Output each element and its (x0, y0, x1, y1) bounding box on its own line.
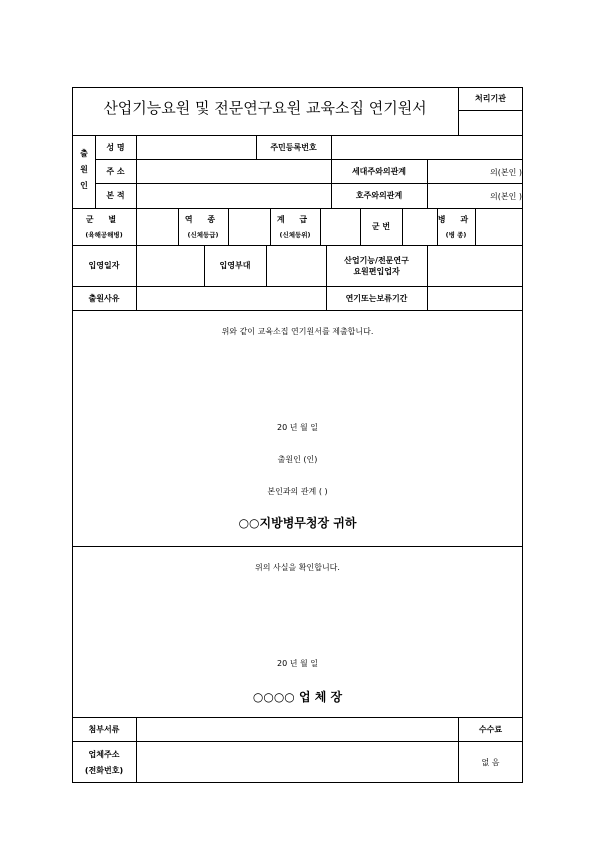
service-type-field[interactable] (229, 209, 269, 244)
applicant-group-label: 출 원 인 (80, 149, 88, 190)
company-address-field[interactable] (137, 742, 457, 782)
addressee: ○○지방병무청장 귀하 (238, 516, 357, 530)
enlistment-unit-field[interactable] (267, 246, 325, 285)
household-relation-label: 세대주와의관계 (351, 166, 407, 176)
specialty-label: 병 과 (병 종) (437, 215, 475, 239)
enlistment-date-label: 입영일자 (88, 261, 120, 270)
application-reason-field[interactable] (137, 287, 325, 309)
service-type-label: 역 종 (신체등급) (184, 215, 222, 239)
military-branch-label: 군 별 (육해공해병) (85, 215, 123, 239)
specialty-field[interactable] (476, 209, 522, 244)
processing-agency-label: 처리기관 (475, 94, 506, 103)
resident-no-field[interactable] (332, 136, 522, 158)
address-field[interactable] (137, 160, 330, 182)
registry-label: 본 적 (106, 191, 125, 200)
rank-field[interactable] (321, 209, 359, 244)
processing-agency-field[interactable] (459, 111, 522, 134)
confirmation-date-line[interactable]: 20 년 월 일 (277, 659, 318, 668)
fee-label: 수수료 (478, 724, 503, 734)
enlistment-date-field[interactable] (137, 246, 203, 285)
military-branch-field[interactable] (137, 209, 177, 244)
relation-to-self[interactable]: 본인과의 관계 ( ) (267, 487, 328, 496)
company-address-label: 업체주소 (전화번호) (84, 750, 124, 775)
confirmation-text: 위의 사실을 확인합니다. (255, 563, 340, 572)
attachments-field[interactable] (137, 718, 457, 740)
company-name-label: 산업기능/전문연구 요원편입업자 (344, 255, 409, 276)
rank-label: 계 급 (신체등위) (276, 215, 314, 239)
postponement-period-label: 연기또는보류기간 (345, 293, 408, 303)
service-number-field[interactable] (403, 209, 436, 244)
applicant-signature[interactable]: 출원인 (인) (277, 455, 318, 464)
address-label: 주 소 (106, 166, 125, 176)
family-head-relation-label: 호주와의관계 (355, 191, 403, 200)
date-line[interactable]: 20 년 월 일 (277, 423, 318, 432)
resident-no-label: 주민등록번호 (270, 142, 317, 152)
service-number-label: 군 번 (371, 222, 391, 231)
form-title: 산업기능요원 및 전문연구요원 교육소집 연기원서 (103, 99, 427, 117)
family-head-relation-value[interactable]: 의(본인 ) (490, 192, 522, 201)
household-relation-value[interactable]: 의(본인 ) (490, 168, 522, 177)
postponement-period-field[interactable] (428, 287, 522, 309)
attachments-label: 첨부서류 (88, 724, 120, 734)
name-field[interactable] (137, 136, 255, 158)
name-label: 성 명 (106, 142, 125, 152)
registry-field[interactable] (137, 184, 330, 207)
declaration-text: 위와 같이 교육소집 연기원서를 제출합니다. (221, 327, 374, 336)
company-name-field[interactable] (428, 246, 522, 285)
enlistment-unit-label: 입영부대 (219, 261, 251, 270)
fee-value: 없 음 (481, 757, 500, 767)
company-head-signature: ○○○○ 업 체 장 (252, 690, 343, 704)
application-reason-label: 출원사유 (88, 293, 120, 303)
